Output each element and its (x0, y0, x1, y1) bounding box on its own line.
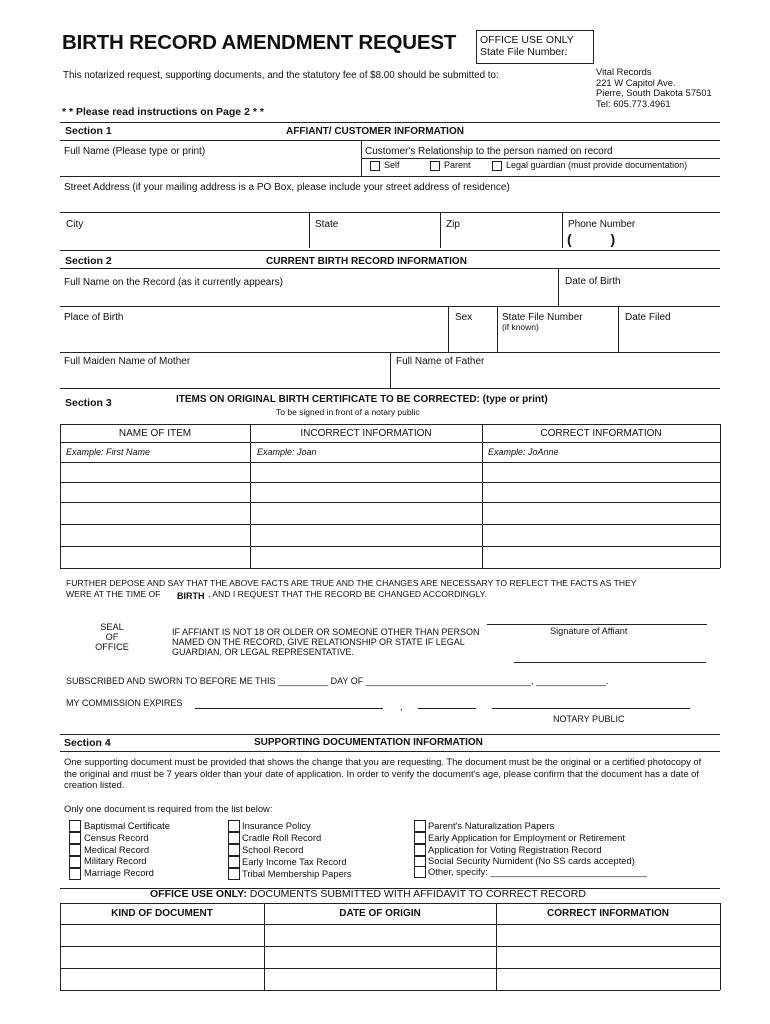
divider (250, 424, 251, 568)
example-name: Example: First Name (66, 447, 151, 457)
rule (60, 442, 720, 443)
baptismal-checkbox[interactable] (69, 820, 81, 832)
street-address-field[interactable]: Street Address (if your mailing address is a PO Box, please include your street address of residence) (64, 182, 510, 193)
col-kind-of-document: KIND OF DOCUMENT (111, 908, 213, 919)
doc-option-military: Military Record (84, 855, 147, 866)
divider (309, 212, 310, 248)
rule (60, 388, 720, 389)
table-row[interactable] (60, 462, 720, 463)
office-use-table-text: DOCUMENTS SUBMITTED WITH AFFIDAVIT TO CORRECT RECORD (246, 888, 586, 900)
doc-option-marriage: Marriage Record (84, 867, 154, 878)
table-row[interactable] (60, 524, 720, 525)
signature-affiant-label: Signature of Affiant (550, 626, 628, 636)
address-line-1: Vital Records (596, 66, 652, 77)
medical-checkbox[interactable] (69, 844, 81, 856)
comma: , (400, 702, 403, 712)
col-date-of-origin: DATE OF ORIGIN (339, 908, 421, 919)
table-row[interactable] (60, 946, 720, 947)
divider (720, 424, 721, 568)
section3-label: Section 3 (65, 397, 112, 409)
address-line-2: 221 W Capitol Ave. (596, 77, 676, 88)
father-name-field[interactable]: Full Name of Father (396, 356, 485, 367)
col-incorrect-info: INCORRECT INFORMATION (300, 428, 432, 439)
doc-option-census: Census Record (84, 832, 149, 843)
affiant-note-3: GUARDIAN, OR LEGAL REPRESENTATIVE. (172, 647, 354, 657)
depose-birth: BIRTH (177, 591, 205, 601)
rule (60, 176, 720, 177)
full-name-record-field[interactable]: Full Name on the Record (as it currently appears) (64, 277, 283, 288)
rule (60, 751, 720, 752)
depose-line-2b: , AND I REQUEST THAT THE RECORD BE CHANGED ACCORDINGLY. (208, 589, 487, 599)
affiant-note-2: NAMED ON THE RECORD, GIVE RELATIONSHIP OR STATE IF LEGAL (172, 637, 465, 647)
divider (264, 903, 265, 990)
cradle-roll-checkbox[interactable] (228, 832, 240, 844)
only-one-note: Only one document is required from the list below: (64, 803, 273, 814)
address-line-4: Tel: 605.773.4961 (596, 98, 671, 109)
depose-line-2a: WERE AT THE TIME OF (66, 589, 161, 599)
section2-label: Section 2 (65, 255, 112, 267)
census-checkbox[interactable] (69, 832, 81, 844)
notary-public-label: NOTARY PUBLIC (553, 714, 625, 724)
doc-option-naturalization: Parent's Naturalization Papers (428, 820, 555, 831)
instructions-note: * * Please read instructions on Page 2 * * (62, 106, 264, 118)
maiden-name-mother-field[interactable]: Full Maiden Name of Mother (64, 356, 191, 367)
insurance-checkbox[interactable] (228, 820, 240, 832)
doc-option-ss-numident: Social Security Numident (No SS cards accepted) (428, 855, 635, 866)
voting-checkbox[interactable] (414, 844, 426, 856)
relationship-label: Customer's Relationship to the person named on record (365, 146, 613, 157)
divider (60, 903, 61, 990)
rule (361, 158, 720, 159)
seal-label-2: OF (105, 632, 119, 642)
divider (720, 903, 721, 990)
doc-option-employment: Early Application for Employment or Retirement (428, 832, 625, 843)
state-file-number-field[interactable]: State File Number (502, 312, 583, 323)
school-checkbox[interactable] (228, 844, 240, 856)
rule (60, 306, 720, 307)
guardian-checkbox[interactable] (492, 161, 502, 171)
dob-field[interactable]: Date of Birth (565, 276, 621, 287)
divider (558, 268, 559, 306)
parent-label: Parent (444, 160, 471, 170)
divider (482, 424, 483, 568)
doc-option-insurance: Insurance Policy (242, 820, 311, 831)
date-filed-field[interactable]: Date Filed (625, 312, 671, 323)
marriage-checkbox[interactable] (69, 868, 81, 880)
section3-subheading: To be signed in front of a notary public (276, 407, 420, 417)
doc-option-cradle-roll: Cradle Roll Record (242, 832, 322, 843)
place-of-birth-field[interactable]: Place of Birth (64, 312, 124, 323)
rule (60, 122, 720, 123)
full-name-field[interactable]: Full Name (Please type or print) (64, 146, 206, 157)
rule (60, 903, 720, 904)
signature-affiant-line[interactable] (487, 624, 707, 625)
doc-option-tribal: Tribal Membership Papers (242, 868, 352, 879)
section3-heading: ITEMS ON ORIGINAL BIRTH CERTIFICATE TO BE CORRECTED: (type or print) (176, 394, 548, 405)
guardian-signature-line[interactable] (514, 662, 706, 663)
section4-label: Section 4 (64, 737, 111, 749)
if-known-note: (if known) (502, 322, 539, 332)
commission-expires-label: MY COMMISSION EXPIRES (66, 698, 183, 708)
state-field[interactable]: State (315, 219, 339, 230)
table-row[interactable] (60, 502, 720, 503)
self-checkbox[interactable] (370, 161, 380, 171)
table-row[interactable] (60, 990, 720, 991)
table-row[interactable] (60, 968, 720, 969)
rule (60, 250, 720, 251)
supporting-doc-intro: One supporting document must be provided that shows the change that you are requesting. The document must be the original or a certified photocopy of the original and must be 7 years older than your date of application. In order to verify the document's age, please confirm that the document has a date of creation listed. (64, 756, 702, 791)
section4-heading: SUPPORTING DOCUMENTATION INFORMATION (254, 737, 483, 748)
section1-heading: AFFIANT/ CUSTOMER INFORMATION (286, 126, 464, 137)
section2-heading: CURRENT BIRTH RECORD INFORMATION (266, 256, 467, 267)
table-row[interactable] (60, 482, 720, 483)
zip-field[interactable]: Zip (446, 219, 460, 230)
address-line-3: Pierre, South Dakota 57501 (596, 87, 712, 98)
table-row[interactable] (60, 546, 720, 547)
divider (496, 903, 497, 990)
commission-date-line[interactable] (195, 708, 383, 709)
rule (60, 268, 720, 269)
submission-note: This notarized request, supporting documents, and the statutory fee of $8.00 should be submitted to: (63, 70, 499, 81)
rule (60, 140, 720, 141)
doc-option-voting: Application for Voting Registration Record (428, 844, 602, 855)
state-file-number-label: State File Number: (480, 46, 568, 58)
divider (60, 424, 61, 568)
rule (60, 568, 720, 569)
city-field[interactable]: City (66, 219, 84, 230)
notary-signature-line[interactable] (492, 708, 690, 709)
employment-checkbox[interactable] (414, 832, 426, 844)
office-use-label: OFFICE USE ONLY (480, 34, 574, 46)
divider (562, 212, 563, 248)
doc-option-medical: Medical Record (84, 844, 150, 855)
affiant-note-1: IF AFFIANT IS NOT 18 OR OLDER OR SOMEONE OTHER THAN PERSON (172, 627, 480, 637)
commission-year-line[interactable] (418, 708, 476, 709)
divider (440, 212, 441, 248)
phone-area-code: ( ) (567, 231, 616, 247)
col-name-of-item: NAME OF ITEM (118, 428, 192, 439)
tribal-checkbox[interactable] (228, 868, 240, 880)
rule (60, 924, 720, 925)
doc-option-baptismal: Baptismal Certificate (84, 820, 170, 831)
divider (390, 352, 391, 388)
seal-label-3: OFFICE (95, 642, 129, 652)
section1-label: Section 1 (65, 125, 112, 137)
doc-option-school: School Record (242, 844, 304, 855)
depose-line-1: FURTHER DEPOSE AND SAY THAT THE ABOVE FACTS ARE TRUE AND THE CHANGES ARE NECESSARY TO REFLECT THE FACTS AS THEY (66, 578, 637, 588)
rule (60, 734, 720, 735)
divider (497, 306, 498, 352)
rule (60, 212, 720, 213)
example-incorrect: Example: Joan (257, 447, 317, 457)
parent-checkbox[interactable] (430, 161, 440, 171)
col-correct-info: CORRECT INFORMATION (540, 428, 662, 439)
naturalization-checkbox[interactable] (414, 820, 426, 832)
form-title: BIRTH RECORD AMENDMENT REQUEST (62, 31, 457, 54)
doc-option-income-tax: Early Income Tax Record (242, 856, 347, 867)
rule (60, 424, 720, 425)
seal-label-1: SEAL (100, 622, 124, 632)
divider (448, 306, 449, 352)
income-tax-checkbox[interactable] (228, 856, 240, 868)
divider (618, 306, 619, 352)
example-correct: Example: JoAnne (488, 447, 559, 457)
doc-option-other[interactable]: Other, specify: ______________________________ (428, 866, 647, 877)
office-use-table-title (150, 889, 586, 901)
military-checkbox[interactable] (69, 856, 81, 868)
self-label: Self (384, 160, 400, 170)
guardian-label: Legal guardian (must provide documentation) (506, 160, 688, 170)
sex-field[interactable]: Sex (455, 312, 473, 323)
col-office-correct-info: CORRECT INFORMATION (546, 908, 670, 919)
other-checkbox[interactable] (414, 866, 426, 878)
subscribed-sworn-line[interactable]: SUBSCRIBED AND SWORN TO BEFORE ME THIS __________ DAY OF _________________________________, ______________. (66, 676, 609, 686)
phone-field[interactable]: Phone Number (568, 219, 636, 230)
office-use-table-label: OFFICE USE ONLY: (150, 888, 247, 900)
